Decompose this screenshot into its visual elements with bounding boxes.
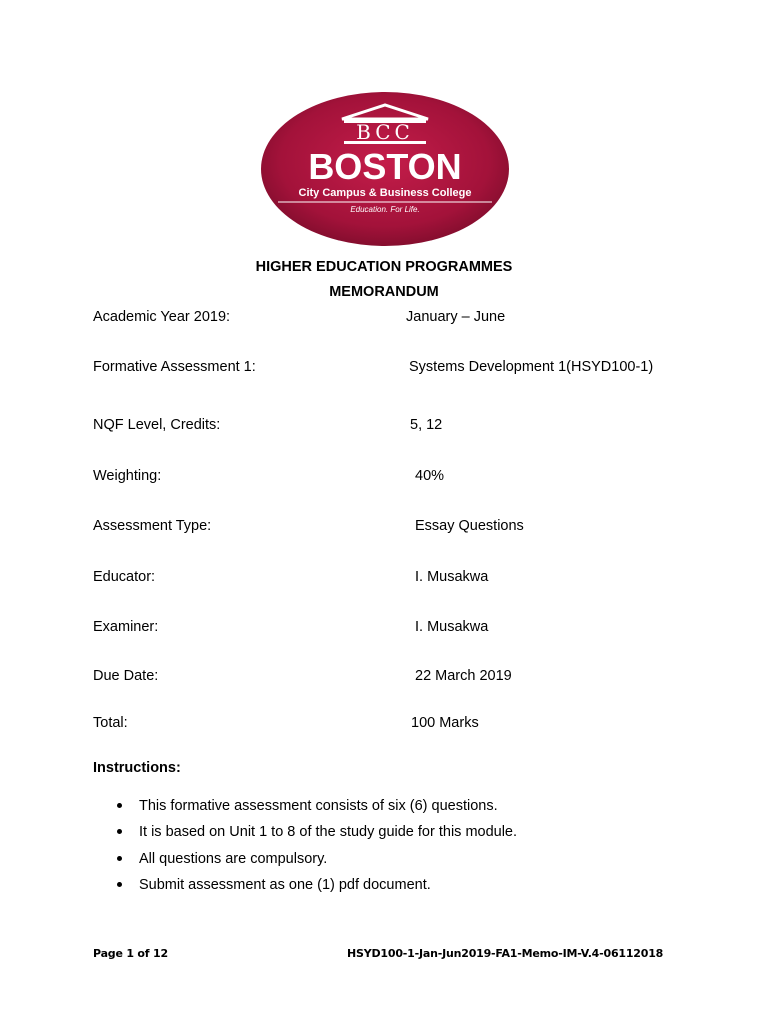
document-code: HSYD100-1-Jan-Jun2019-FA1-Memo-IM-V.4-06112018 <box>347 947 664 960</box>
page-number: Page 1 of 12 <box>93 947 168 960</box>
instructions-title: Instructions: <box>93 760 181 776</box>
logo-initials: BCC <box>356 120 414 144</box>
instructions-list <box>115 797 517 902</box>
formative-assessment-value: Systems Development 1(HSYD100-1) <box>409 359 654 375</box>
assessment-type-label: Assessment Type: <box>93 518 212 534</box>
boston-logo <box>258 89 512 249</box>
formative-assessment-label: Formative Assessment 1: <box>93 359 256 375</box>
total-label: Total: <box>93 715 128 731</box>
logo-name: BOSTON <box>308 146 462 187</box>
academic-year-label: Academic Year 2019: <box>93 309 231 325</box>
due-date-label: Due Date: <box>93 668 159 684</box>
educator-label: Educator: <box>93 569 156 585</box>
logo-tagline: Education. For Life. <box>350 205 420 214</box>
weighting-value: 40% <box>415 468 445 484</box>
list-item: Submit assessment as one (1) pdf document. <box>115 876 517 902</box>
examiner-label: Examiner: <box>93 619 159 635</box>
academic-year-value: January – June <box>406 309 506 325</box>
nqf-level-label: NQF Level, Credits: <box>93 417 221 433</box>
list-item: It is based on Unit 1 to 8 of the study guide for this module. <box>115 823 517 849</box>
weighting-label: Weighting: <box>93 468 162 484</box>
educator-value: I. Musakwa <box>415 569 489 585</box>
nqf-level-value: 5, 12 <box>410 417 443 433</box>
examiner-value: I. Musakwa <box>415 619 489 635</box>
due-date-value: 22 March 2019 <box>415 668 512 684</box>
total-value: 100 Marks <box>411 715 479 731</box>
memorandum-heading: MEMORANDUM <box>329 284 439 300</box>
assessment-type-value: Essay Questions <box>415 518 524 534</box>
list-item: All questions are compulsory. <box>115 850 517 876</box>
logo-subtitle: City Campus & Business College <box>298 187 472 199</box>
programme-heading: HIGHER EDUCATION PROGRAMMES <box>255 259 513 275</box>
list-item: This formative assessment consists of six (6) questions. <box>115 797 517 823</box>
